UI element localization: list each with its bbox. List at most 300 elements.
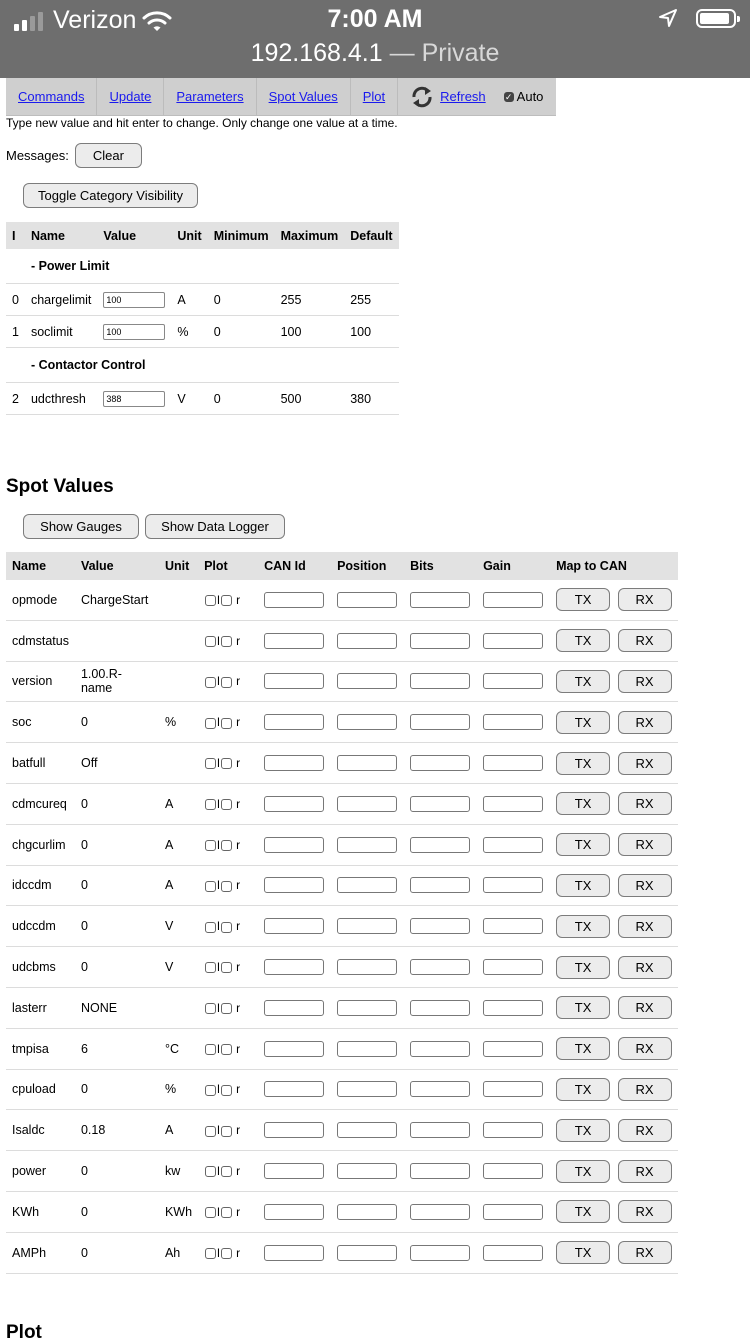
table-row [6, 1151, 678, 1192]
address-bar[interactable] [0, 39, 750, 68]
bits-input[interactable] [410, 959, 470, 975]
rx-button[interactable]: RX [618, 1200, 672, 1223]
rx-button[interactable]: RX [618, 752, 672, 775]
can-id-input[interactable] [264, 755, 324, 771]
col-header-default: Default [344, 222, 398, 249]
plot-right-checkbox[interactable] [221, 962, 232, 973]
param-value-input[interactable] [103, 391, 165, 407]
can-id-cell [258, 947, 331, 988]
plot-left-checkbox[interactable] [205, 718, 216, 729]
plot-left-checkbox[interactable] [205, 636, 216, 647]
gain-cell [477, 743, 550, 784]
table-row [6, 947, 678, 988]
spot-name: soc [6, 702, 75, 743]
plot-left-checkbox[interactable] [205, 881, 216, 892]
param-index: 0 [6, 284, 25, 316]
parameters-table [6, 222, 399, 415]
table-row [6, 783, 678, 824]
map-to-can-cell [550, 1232, 678, 1273]
can-id-input[interactable] [264, 1163, 324, 1179]
can-id-cell [258, 1069, 331, 1110]
can-id-input[interactable] [264, 673, 324, 689]
bits-input[interactable] [410, 1041, 470, 1057]
position-input[interactable] [337, 877, 397, 893]
spot-unit [159, 743, 198, 784]
nav-plot[interactable]: Plot [351, 78, 398, 115]
spot-name: KWh [6, 1191, 75, 1232]
tx-button[interactable]: TX [556, 1078, 610, 1101]
bits-cell [404, 906, 477, 947]
spot-unit [159, 987, 198, 1028]
col-header-map-to-can: Map to CAN [550, 552, 678, 580]
table-row [6, 1028, 678, 1069]
position-input[interactable] [337, 837, 397, 853]
spot-value: 0 [75, 906, 159, 947]
map-to-can-cell [550, 987, 678, 1028]
plot-right-checkbox[interactable] [221, 1085, 232, 1096]
plot-options [198, 1232, 258, 1273]
bits-input[interactable] [410, 633, 470, 649]
plot-right-label: r [236, 1123, 241, 1138]
plot-left-checkbox[interactable] [205, 1003, 216, 1014]
param-min: 0 [208, 316, 275, 348]
table-header-row [6, 222, 399, 249]
position-cell [331, 661, 404, 702]
tx-button[interactable]: TX [556, 752, 610, 775]
show-gauges-button[interactable]: Show Gauges [23, 514, 139, 539]
category-title: - Power Limit [25, 249, 399, 284]
bits-cell [404, 783, 477, 824]
status-bar [0, 0, 750, 78]
plot-right-label: r [236, 1204, 241, 1219]
position-input[interactable] [337, 633, 397, 649]
refresh-link[interactable]: Refresh [440, 89, 486, 104]
position-input[interactable] [337, 592, 397, 608]
plot-right-label: r [236, 919, 241, 934]
bits-cell [404, 1110, 477, 1151]
bits-input[interactable] [410, 1204, 470, 1220]
table-row [6, 661, 678, 702]
position-cell [331, 906, 404, 947]
nav-spot-values[interactable]: Spot Values [257, 78, 351, 115]
can-id-input[interactable] [264, 1122, 324, 1138]
param-value-cell [97, 284, 171, 316]
param-index: 2 [6, 383, 25, 415]
messages-row [6, 143, 142, 168]
rx-button[interactable]: RX [618, 792, 672, 815]
table-row [6, 702, 678, 743]
spot-value: 0 [75, 783, 159, 824]
gain-input[interactable] [483, 959, 543, 975]
bits-cell [404, 743, 477, 784]
plot-right-label: r [236, 837, 241, 852]
plot-right-label: r [236, 674, 241, 689]
table-row [6, 1232, 678, 1273]
position-input[interactable] [337, 796, 397, 812]
battery-icon [696, 9, 736, 28]
param-name: soclimit [25, 316, 97, 348]
can-id-input[interactable] [264, 592, 324, 608]
gain-cell [477, 661, 550, 702]
plot-options [198, 947, 258, 988]
plot-left-label: l [217, 919, 220, 934]
can-id-input[interactable] [264, 918, 324, 934]
bits-input[interactable] [410, 837, 470, 853]
map-to-can-cell [550, 620, 678, 661]
table-row [6, 865, 678, 906]
spot-unit [159, 620, 198, 661]
rx-button[interactable]: RX [618, 956, 672, 979]
position-cell [331, 824, 404, 865]
plot-right-checkbox[interactable] [221, 840, 232, 851]
can-id-input[interactable] [264, 1245, 324, 1261]
gain-input[interactable] [483, 918, 543, 934]
gain-cell [477, 580, 550, 620]
tx-button[interactable]: TX [556, 588, 610, 611]
position-cell [331, 947, 404, 988]
instruction-text: Type new value and hit enter to change. Only change one value at a time. [6, 116, 398, 130]
tx-button[interactable]: TX [556, 1200, 610, 1223]
bits-cell [404, 1151, 477, 1192]
plot-left-checkbox[interactable] [205, 677, 216, 688]
bits-input[interactable] [410, 673, 470, 689]
can-id-input[interactable] [264, 1041, 324, 1057]
plot-options [198, 824, 258, 865]
param-min: 0 [208, 383, 275, 415]
plot-right-checkbox[interactable] [221, 881, 232, 892]
gain-input[interactable] [483, 1041, 543, 1057]
spot-name: cpuload [6, 1069, 75, 1110]
tx-button[interactable]: TX [556, 1037, 610, 1060]
nav-update[interactable]: Update [97, 78, 164, 115]
plot-options [198, 865, 258, 906]
plot-left-checkbox[interactable] [205, 1166, 216, 1177]
can-id-input[interactable] [264, 714, 324, 730]
plot-right-label: r [236, 1082, 241, 1097]
plot-right-checkbox[interactable] [221, 1044, 232, 1055]
clear-button[interactable]: Clear [75, 143, 142, 168]
gain-input[interactable] [483, 1122, 543, 1138]
table-row [6, 824, 678, 865]
plot-right-label: r [236, 633, 241, 648]
gain-input[interactable] [483, 796, 543, 812]
spot-unit: % [159, 1069, 198, 1110]
position-input[interactable] [337, 755, 397, 771]
plot-left-checkbox[interactable] [205, 758, 216, 769]
rx-button[interactable]: RX [618, 1037, 672, 1060]
gain-input[interactable] [483, 1204, 543, 1220]
plot-left-checkbox[interactable] [205, 1085, 216, 1096]
spot-name: version [6, 661, 75, 702]
plot-options [198, 1028, 258, 1069]
col-header-unit: Unit [171, 222, 207, 249]
tx-button[interactable]: TX [556, 1160, 610, 1183]
tx-button[interactable]: TX [556, 792, 610, 815]
plot-left-label: l [217, 837, 220, 852]
map-to-can-cell [550, 743, 678, 784]
can-id-cell [258, 1191, 331, 1232]
rx-button[interactable]: RX [618, 711, 672, 734]
col-header-index: I [6, 222, 25, 249]
tx-button[interactable]: TX [556, 996, 610, 1019]
tx-button[interactable]: TX [556, 874, 610, 897]
spot-value: Off [75, 743, 159, 784]
location-arrow-icon [658, 8, 678, 28]
can-id-cell [258, 702, 331, 743]
plot-options [198, 783, 258, 824]
position-input[interactable] [337, 1000, 397, 1016]
plot-left-label: l [217, 960, 220, 975]
bits-input[interactable] [410, 1081, 470, 1097]
plot-options [198, 620, 258, 661]
rx-button[interactable]: RX [618, 874, 672, 897]
position-input[interactable] [337, 918, 397, 934]
plot-right-label: r [236, 715, 241, 730]
spot-values-table [6, 552, 678, 1274]
plot-right-checkbox[interactable] [221, 1248, 232, 1259]
tx-button[interactable]: TX [556, 915, 610, 938]
spot-value: 1.00.R-name [75, 661, 159, 702]
tx-button[interactable]: TX [556, 629, 610, 652]
spot-name: cdmcureq [6, 783, 75, 824]
plot-right-checkbox[interactable] [221, 595, 232, 606]
plot-left-label: l [217, 1164, 220, 1179]
plot-left-label: l [217, 1082, 220, 1097]
bits-input[interactable] [410, 755, 470, 771]
auto-refresh-toggle[interactable] [504, 89, 544, 104]
map-to-can-cell [550, 702, 678, 743]
position-input[interactable] [337, 714, 397, 730]
plot-right-checkbox[interactable] [221, 922, 232, 933]
clock: 7:00 AM [327, 5, 423, 33]
plot-right-checkbox[interactable] [221, 799, 232, 810]
plot-left-checkbox[interactable] [205, 595, 216, 606]
gain-input[interactable] [483, 673, 543, 689]
nav-bar [6, 78, 556, 116]
param-max: 255 [275, 284, 345, 316]
gain-input[interactable] [483, 633, 543, 649]
tx-button[interactable]: TX [556, 711, 610, 734]
can-id-cell [258, 1151, 331, 1192]
gain-input[interactable] [483, 1081, 543, 1097]
can-id-input[interactable] [264, 1081, 324, 1097]
param-unit: % [171, 316, 207, 348]
can-id-cell [258, 743, 331, 784]
rx-button[interactable]: RX [618, 1078, 672, 1101]
col-header-gain: Gain [477, 552, 550, 580]
plot-right-label: r [236, 592, 241, 607]
gain-cell [477, 906, 550, 947]
status-icons [658, 8, 736, 28]
plot-right-checkbox[interactable] [221, 1003, 232, 1014]
position-cell [331, 620, 404, 661]
auto-checkbox[interactable]: ✓ [504, 91, 513, 102]
plot-left-checkbox[interactable] [205, 1207, 216, 1218]
tx-button[interactable]: TX [556, 956, 610, 979]
param-default: 380 [344, 383, 398, 415]
col-header-unit: Unit [159, 552, 198, 580]
map-to-can-cell [550, 580, 678, 620]
tx-button[interactable]: TX [556, 833, 610, 856]
map-to-can-cell [550, 947, 678, 988]
rx-button[interactable]: RX [618, 833, 672, 856]
can-id-input[interactable] [264, 1000, 324, 1016]
spot-value: 0 [75, 1069, 159, 1110]
bits-input[interactable] [410, 1000, 470, 1016]
gain-cell [477, 865, 550, 906]
can-id-input[interactable] [264, 1204, 324, 1220]
plot-right-label: r [236, 1164, 241, 1179]
map-to-can-cell [550, 865, 678, 906]
category-row [6, 249, 399, 284]
plot-right-checkbox[interactable] [221, 718, 232, 729]
rx-button[interactable]: RX [618, 629, 672, 652]
position-input[interactable] [337, 1041, 397, 1057]
col-header-name: Name [6, 552, 75, 580]
gain-input[interactable] [483, 755, 543, 771]
rx-button[interactable]: RX [618, 588, 672, 611]
plot-options [198, 1191, 258, 1232]
position-input[interactable] [337, 1204, 397, 1220]
category-title: - Contactor Control [25, 348, 399, 383]
position-cell [331, 783, 404, 824]
bits-input[interactable] [410, 877, 470, 893]
rx-button[interactable]: RX [618, 1241, 672, 1264]
can-id-input[interactable] [264, 877, 324, 893]
can-id-input[interactable] [264, 796, 324, 812]
position-input[interactable] [337, 673, 397, 689]
gain-cell [477, 1028, 550, 1069]
plot-left-checkbox[interactable] [205, 962, 216, 973]
gain-input[interactable] [483, 877, 543, 893]
spot-name: power [6, 1151, 75, 1192]
rx-button[interactable]: RX [618, 996, 672, 1019]
map-to-can-cell [550, 1151, 678, 1192]
rx-button[interactable]: RX [618, 1119, 672, 1142]
spot-name: chgcurlim [6, 824, 75, 865]
plot-right-checkbox[interactable] [221, 636, 232, 647]
col-header-plot: Plot [198, 552, 258, 580]
bits-cell [404, 1232, 477, 1273]
bits-input[interactable] [410, 796, 470, 812]
bits-cell [404, 824, 477, 865]
gain-input[interactable] [483, 714, 543, 730]
can-id-input[interactable] [264, 959, 324, 975]
plot-left-label: l [217, 1000, 220, 1015]
bits-input[interactable] [410, 714, 470, 730]
param-value-input[interactable] [103, 324, 165, 340]
spot-value: 6 [75, 1028, 159, 1069]
spot-value: ChargeStart [75, 580, 159, 620]
carrier-name: Verizon [53, 6, 137, 34]
rx-button[interactable]: RX [618, 915, 672, 938]
position-input[interactable] [337, 1245, 397, 1261]
gain-cell [477, 620, 550, 661]
gain-input[interactable] [483, 1245, 543, 1261]
gain-input[interactable] [483, 837, 543, 853]
bits-input[interactable] [410, 1245, 470, 1261]
spot-unit: Ah [159, 1232, 198, 1273]
gain-input[interactable] [483, 592, 543, 608]
gain-input[interactable] [483, 1163, 543, 1179]
table-row [6, 743, 678, 784]
nav-parameters[interactable]: Parameters [164, 78, 256, 115]
gain-input[interactable] [483, 1000, 543, 1016]
bits-cell [404, 620, 477, 661]
position-input[interactable] [337, 1081, 397, 1097]
plot-left-label: l [217, 674, 220, 689]
plot-left-checkbox[interactable] [205, 922, 216, 933]
param-min: 0 [208, 284, 275, 316]
spot-unit: A [159, 1110, 198, 1151]
plot-right-checkbox[interactable] [221, 1126, 232, 1137]
url-host: 192.168.4.1 [250, 39, 383, 67]
bits-input[interactable] [410, 592, 470, 608]
rx-button[interactable]: RX [618, 670, 672, 693]
bits-input[interactable] [410, 1122, 470, 1138]
plot-left-checkbox[interactable] [205, 1126, 216, 1137]
plot-left-checkbox[interactable] [205, 840, 216, 851]
spot-unit [159, 661, 198, 702]
plot-left-checkbox[interactable] [205, 1044, 216, 1055]
gain-cell [477, 783, 550, 824]
plot-right-checkbox[interactable] [221, 1166, 232, 1177]
param-value-input[interactable] [103, 292, 165, 308]
plot-right-checkbox[interactable] [221, 1207, 232, 1218]
can-id-cell [258, 906, 331, 947]
position-input[interactable] [337, 1122, 397, 1138]
position-cell [331, 865, 404, 906]
bits-input[interactable] [410, 918, 470, 934]
plot-left-label: l [217, 1245, 220, 1260]
tx-button[interactable]: TX [556, 670, 610, 693]
table-row [6, 906, 678, 947]
table-row [6, 316, 399, 348]
toggle-category-visibility-button[interactable]: Toggle Category Visibility [23, 183, 198, 208]
nav-commands[interactable]: Commands [6, 78, 97, 115]
spot-values-heading: Spot Values [6, 476, 114, 497]
col-header-can-id: CAN Id [258, 552, 331, 580]
tx-button[interactable]: TX [556, 1241, 610, 1264]
param-max: 100 [275, 316, 345, 348]
can-id-input[interactable] [264, 633, 324, 649]
param-name: udcthresh [25, 383, 97, 415]
plot-left-checkbox[interactable] [205, 1248, 216, 1259]
plot-left-label: l [217, 715, 220, 730]
plot-left-checkbox[interactable] [205, 799, 216, 810]
plot-right-checkbox[interactable] [221, 758, 232, 769]
position-cell [331, 1028, 404, 1069]
spot-name: udcbms [6, 947, 75, 988]
show-data-logger-button[interactable]: Show Data Logger [145, 514, 285, 539]
bits-input[interactable] [410, 1163, 470, 1179]
position-input[interactable] [337, 1163, 397, 1179]
plot-right-label: r [236, 796, 241, 811]
can-id-input[interactable] [264, 837, 324, 853]
position-input[interactable] [337, 959, 397, 975]
plot-right-checkbox[interactable] [221, 677, 232, 688]
can-id-cell [258, 783, 331, 824]
tx-button[interactable]: TX [556, 1119, 610, 1142]
spot-value: 0 [75, 702, 159, 743]
bits-cell [404, 702, 477, 743]
param-default: 255 [344, 284, 398, 316]
gain-cell [477, 824, 550, 865]
rx-button[interactable]: RX [618, 1160, 672, 1183]
spot-name: tmpisa [6, 1028, 75, 1069]
refresh-icon[interactable] [410, 86, 434, 108]
col-header-position: Position [331, 552, 404, 580]
